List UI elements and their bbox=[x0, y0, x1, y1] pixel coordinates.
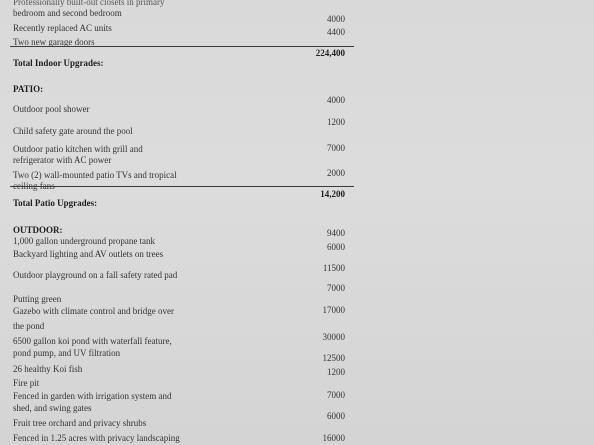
outdoor-item-value: 12500 bbox=[322, 353, 345, 363]
outdoor-item-label-cont: pond pump, and UV filtration bbox=[13, 348, 121, 358]
outdoor-item-value: 6000 bbox=[327, 411, 345, 421]
indoor-item-label: bedroom and second bedroom bbox=[13, 8, 122, 18]
divider-line bbox=[10, 186, 354, 187]
outdoor-item-label: Outdoor playground on a fall safety rated pad bbox=[13, 270, 178, 280]
indoor-total-label: Total Indoor Upgrades: bbox=[13, 58, 104, 68]
outdoor-item-value: 7000 bbox=[327, 283, 345, 293]
patio-item-value: 1200 bbox=[327, 117, 345, 127]
indoor-item-value: 4400 bbox=[327, 27, 345, 37]
outdoor-item-value: 1200 bbox=[327, 367, 345, 377]
indoor-partial-line: Professionally built-out closets in primary bbox=[13, 0, 165, 7]
indoor-item-value: 4000 bbox=[327, 14, 345, 24]
patio-item-value: 2000 bbox=[327, 168, 345, 178]
outdoor-item-label: Putting green bbox=[13, 294, 62, 304]
divider-line bbox=[10, 46, 354, 47]
outdoor-item-value: 17000 bbox=[322, 305, 345, 315]
patio-item-label-cont: refrigerator with AC power bbox=[13, 155, 112, 165]
outdoor-item-label: Gazebo with climate control and bridge over bbox=[13, 306, 174, 316]
outdoor-item-value: 9400 bbox=[327, 228, 345, 238]
outdoor-item-value: 11500 bbox=[322, 263, 345, 273]
patio-item-label: Outdoor pool shower bbox=[13, 104, 90, 114]
outdoor-item-value: 6000 bbox=[327, 242, 345, 252]
outdoor-item-label-cont: the pond bbox=[13, 321, 45, 331]
outdoor-item-label: 1,000 gallon underground propane tank bbox=[13, 236, 156, 246]
patio-item-label: Two (2) wall-mounted patio TVs and tropical bbox=[13, 170, 177, 180]
indoor-total-value: 224,400 bbox=[315, 48, 345, 58]
outdoor-item-label: 6500 gallon koi pond with waterfall feature, bbox=[13, 336, 172, 346]
patio-item-label: Outdoor patio kitchen with grill and bbox=[13, 144, 143, 154]
indoor-item-label: Two new garage doors bbox=[13, 37, 95, 47]
outdoor-item-label: Backyard lighting and AV outlets on trees bbox=[13, 249, 164, 259]
outdoor-item-value: 30000 bbox=[322, 332, 345, 342]
patio-heading: PATIO: bbox=[13, 84, 44, 94]
outdoor-item-label: Fruit tree orchard and privacy shrubs bbox=[13, 418, 147, 428]
patio-item-label-cont: ceiling fans bbox=[13, 181, 55, 191]
outdoor-item-label: Fenced in garden with irrigation system and bbox=[13, 391, 172, 401]
patio-item-value: 4000 bbox=[327, 95, 345, 105]
outdoor-item-value: 7000 bbox=[327, 390, 345, 400]
outdoor-item-value: 16000 bbox=[322, 433, 345, 443]
outdoor-heading: OUTDOOR: bbox=[13, 225, 63, 235]
outdoor-item-label: 26 healthy Koi fish bbox=[13, 364, 83, 374]
patio-item-value: 7000 bbox=[327, 143, 345, 153]
patio-total-label: Total Patio Upgrades: bbox=[13, 198, 98, 208]
indoor-item-label: Recently replaced AC units bbox=[13, 23, 112, 33]
outdoor-item-label: Fenced in 1.25 acres with privacy landscaping bbox=[13, 433, 180, 443]
outdoor-item-label: Fire pit bbox=[13, 378, 40, 388]
patio-item-label: Child safety gate around the pool bbox=[13, 126, 133, 136]
patio-total-value: 14,200 bbox=[320, 189, 345, 199]
outdoor-item-label-cont: shed, and swing gates bbox=[13, 403, 92, 413]
